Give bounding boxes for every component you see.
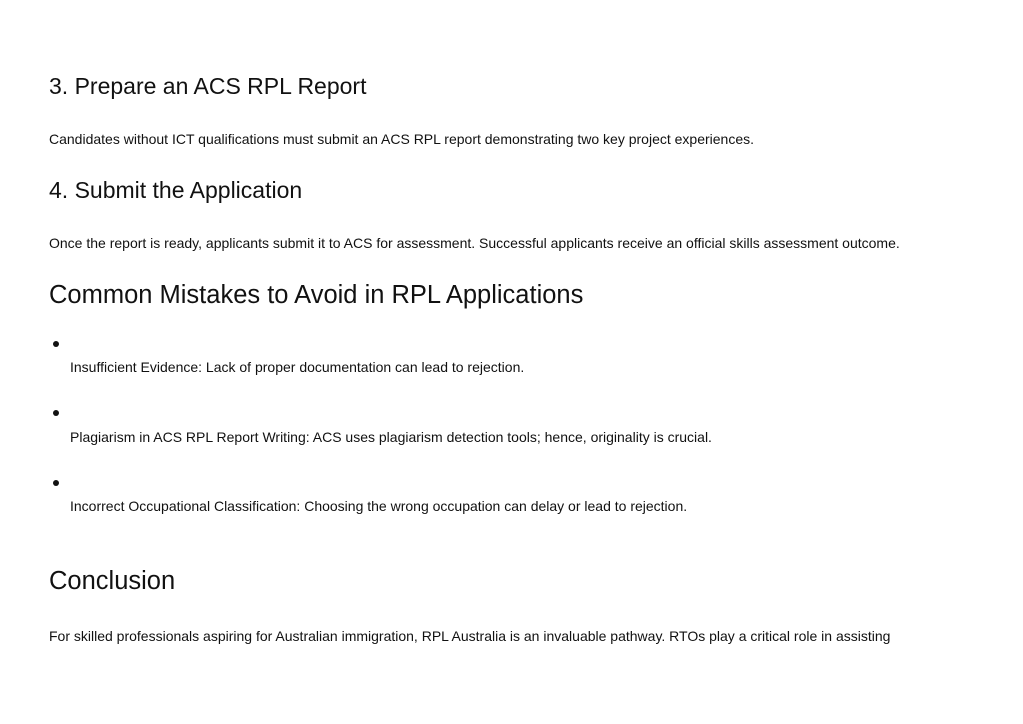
section-body-conclusion: For skilled professionals aspiring for Australian immigration, RPL Australia is an invaluable pathway. RTOs play a critical role in assisting bbox=[49, 628, 891, 644]
list-item-text: Insufficient Evidence: Lack of proper documentation can lead to rejection. bbox=[70, 359, 525, 375]
section-body-prepare-report: Candidates without ICT qualifications must submit an ACS RPL report demonstrating two key project experiences. bbox=[49, 131, 755, 147]
bullet-icon bbox=[53, 480, 59, 486]
list-item-text: Plagiarism in ACS RPL Report Writing: ACS uses plagiarism detection tools; hence, originality is crucial. bbox=[70, 429, 712, 445]
bullet-icon bbox=[53, 341, 59, 347]
bullet-icon bbox=[53, 410, 59, 416]
section-heading-common-mistakes: Common Mistakes to Avoid in RPL Applications bbox=[49, 281, 584, 309]
section-heading-prepare-report: 3. Prepare an ACS RPL Report bbox=[49, 73, 367, 99]
list-item-text: Incorrect Occupational Classification: Choosing the wrong occupation can delay or lead to rejection. bbox=[70, 498, 688, 514]
section-heading-conclusion: Conclusion bbox=[49, 567, 176, 595]
section-body-submit-application: Once the report is ready, applicants submit it to ACS for assessment. Successful applicants receive an official skills assessment outcome. bbox=[49, 235, 900, 251]
section-heading-submit-application: 4. Submit the Application bbox=[49, 177, 303, 203]
